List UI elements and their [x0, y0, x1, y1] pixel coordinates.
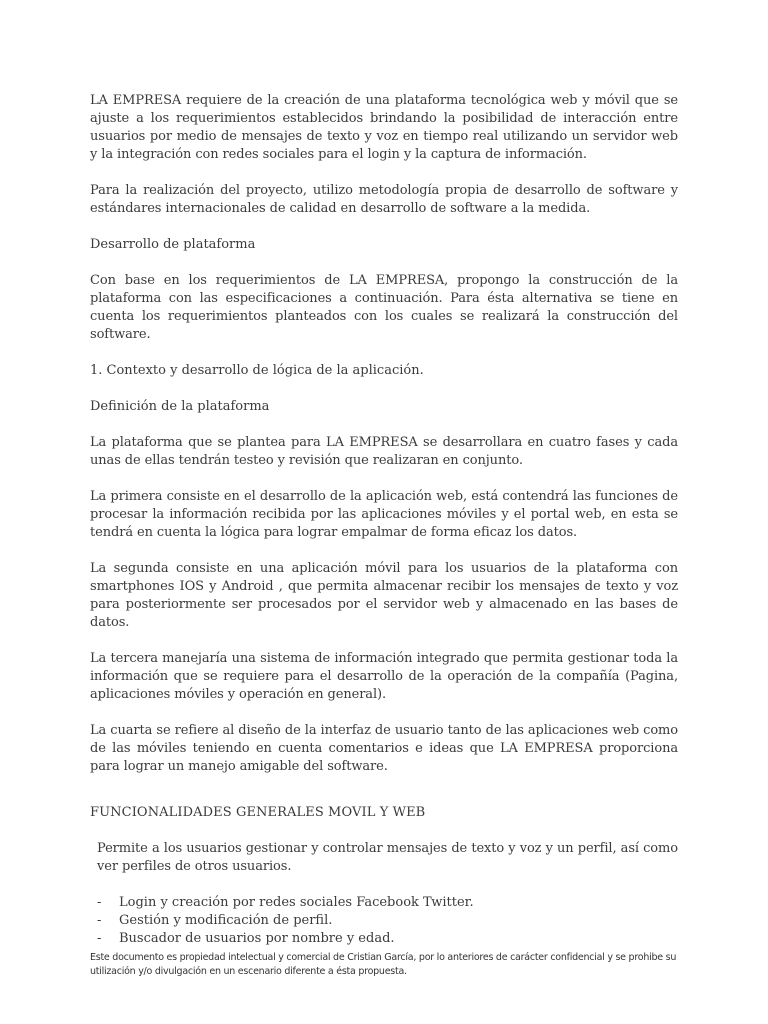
bullet-dash: -	[97, 895, 102, 910]
bullet-dash: -	[97, 913, 102, 928]
features-paragraph: Permite a los usuarios gestionar y controlar mensajes de texto y voz y un perfil, así como ver perfiles de otros usuarios.	[97, 841, 678, 874]
section-heading-funcionalidades: FUNCIONALIDADES GENERALES MOVIL Y WEB	[90, 805, 426, 820]
confidentiality-footer: Este documento es propiedad intelectual y comercial de Cristian García, por lo anteriores de carácter confidencial y se prohibe su utilización y/o divulgación en un escenario diferente a ésta propuesta.	[90, 952, 677, 977]
section-heading-desarrollo: Desarrollo de plataforma	[90, 237, 256, 252]
phases-paragraph: La plataforma que se plantea para LA EMPRESA se desarrollara en cuatro fases y cada unas de ellas tendrán testeo y revisión que realizaran en conjunto.	[90, 435, 678, 468]
section-heading-contexto: 1. Contexto y desarrollo de lógica de la aplicación.	[90, 363, 424, 378]
document-body	[90, 92, 678, 948]
list-item-text: Gestión y modificación de perfil.	[119, 913, 333, 928]
list-item	[97, 912, 678, 930]
list-item	[97, 930, 678, 948]
intro-paragraph: LA EMPRESA requiere de la creación de una plataforma tecnológica web y móvil que se ajuste a los requerimientos establecidos brindando la posibilidad de interacción entre usuarios por medio de mensajes de texto y voz en tiempo real utilizando un servidor web y la integración con redes sociales para el login y la captura de información.	[90, 93, 678, 162]
list-item	[97, 894, 678, 912]
phase-three-paragraph: La tercera manejaría una sistema de información integrado que permita gestionar toda la información que se requiere para el desarrollo de la operación de la compañía (Pagina, aplicaciones móviles y operación en general).	[90, 651, 678, 702]
requirements-paragraph: Con base en los requerimientos de LA EMPRESA, propongo la construcción de la plataforma con las especificaciones a continuación. Para ésta alternativa se tiene en cuenta los requerimientos planteados con los cuales se realizará la construcción del software.	[90, 273, 678, 342]
features-list	[90, 894, 678, 948]
features-block	[90, 840, 678, 876]
list-item-text: Buscador de usuarios por nombre y edad.	[119, 931, 395, 946]
phase-four-paragraph: La cuarta se refiere al diseño de la interfaz de usuario tanto de las aplicaciones web como de las móviles teniendo en cuenta comentarios e ideas que LA EMPRESA proporciona para lograr un manejo amigable del software.	[90, 723, 678, 774]
bullet-dash: -	[97, 931, 102, 946]
phase-one-paragraph: La primera consiste en el desarrollo de la aplicación web, está contendrá las funciones de procesar la información recibida por las aplicaciones móviles y el portal web, en esta se tendrá en cuenta la lógica para lograr empalmar de forma eficaz los datos.	[90, 489, 678, 540]
methodology-paragraph: Para la realización del proyecto, utilizo metodología propia de desarrollo de software y estándares internacionales de calidad en desarrollo de software a la medida.	[90, 183, 678, 216]
section-heading-definicion: Definición de la plataforma	[90, 399, 270, 414]
list-item-text: Login y creación por redes sociales Facebook Twitter.	[119, 895, 474, 910]
phase-two-paragraph: La segunda consiste en una aplicación móvil para los usuarios de la plataforma con smartphones IOS y Android , que permita almacenar recibir los mensajes de texto y voz para posteriormente ser procesados por el servidor web y almacenado en las bases de datos.	[90, 561, 678, 630]
